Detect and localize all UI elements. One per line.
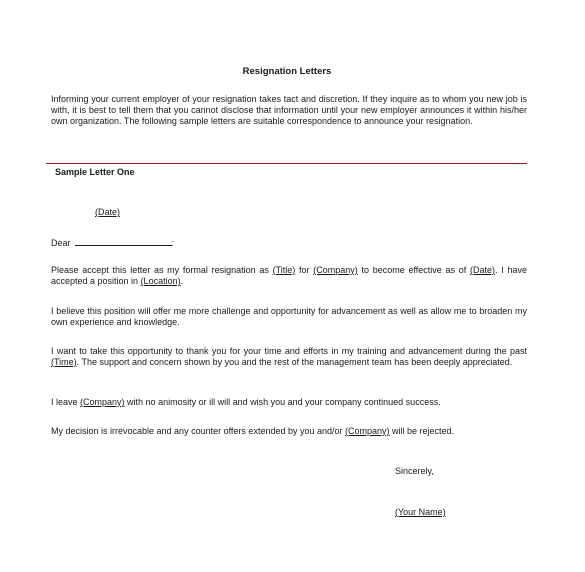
- closing-salutation: Sincerely,: [395, 466, 434, 476]
- paragraph-decision: [51, 426, 527, 437]
- recipient-blank: [75, 236, 172, 246]
- signature-placeholder: (Your Name): [395, 507, 446, 517]
- effective-date-placeholder: (Date): [469, 265, 495, 275]
- intro-paragraph: Informing your current employer of your resignation takes tact and discretion. If they inquire as to whom you new job is with, it is best to tell them that you cannot disclose that information until your new employer announces it within his/her own organization. The following sample letters are suitable correspondence to announce your resignation.: [51, 94, 527, 126]
- para1-text-2: for: [295, 265, 314, 275]
- salutation-colon: :: [171, 238, 175, 248]
- company-placeholder: (Company): [313, 265, 358, 275]
- para4-text-2: with no animosity or ill will and wish you and your company continued success.: [124, 397, 441, 407]
- company-placeholder: (Company): [345, 426, 390, 436]
- para4-text-1: I leave: [51, 397, 81, 407]
- title-placeholder: (Title): [272, 265, 296, 275]
- salutation-text: Dear: [51, 238, 71, 248]
- paragraph-leave: [51, 397, 527, 408]
- company-placeholder: (Company): [80, 397, 125, 407]
- para3-text-2: . The support and concern shown by you and the rest of the management team has been deeply appreciated.: [76, 357, 513, 367]
- para3-text-1: I want to take this opportunity to thank you for your time and efforts in my training and advancement during the past: [51, 346, 527, 356]
- para1-text-5: .: [180, 276, 184, 286]
- section-divider: [46, 163, 527, 164]
- salutation-line: [51, 236, 527, 249]
- sample-letter-heading: Sample Letter One: [55, 167, 135, 177]
- para1-text-1: Please accept this letter as my formal resignation as: [51, 265, 273, 275]
- para1-text-3: to become effective as of: [357, 265, 470, 275]
- location-placeholder: (Location): [140, 276, 181, 286]
- time-placeholder: (Time): [51, 357, 77, 367]
- paragraph-thanks: [51, 346, 527, 368]
- para5-text-2: will be rejected.: [389, 426, 455, 436]
- paragraph-formal-resignation: [51, 265, 527, 287]
- paragraph-opportunity: I believe this position will offer me more challenge and opportunity for advancement as well as allow me to broaden my own experience and knowledge.: [51, 306, 527, 327]
- para1-text-4: . I have accepted a position in: [51, 265, 527, 286]
- document-title: Resignation Letters: [242, 66, 332, 77]
- date-placeholder: (Date): [95, 207, 121, 217]
- para5-text-1: My decision is irrevocable and any counter offers extended by you and/or: [51, 426, 346, 436]
